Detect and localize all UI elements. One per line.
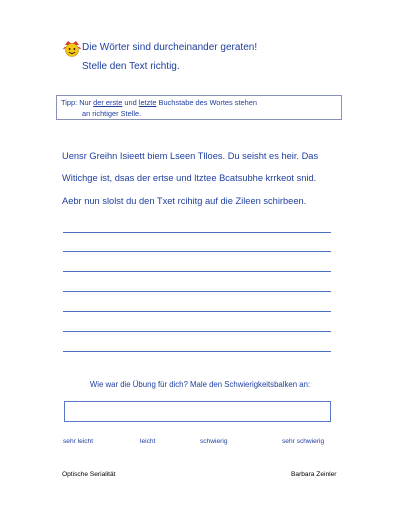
writing-line[interactable] bbox=[63, 351, 331, 352]
tip-prefix: Tipp: Nur bbox=[61, 98, 94, 107]
scrambled-sentence-2: Witichge ist, dsas der ertse und ltztee Bcatsubhe krrkeot snid. bbox=[62, 173, 317, 183]
tip-box bbox=[56, 95, 342, 120]
worksheet-instruction: Stelle den Text richtig. bbox=[82, 61, 180, 72]
smiley-mascot-icon bbox=[63, 40, 81, 58]
tip-line-1 bbox=[61, 97, 257, 108]
difficulty-label-hard: schwierig bbox=[200, 438, 228, 445]
scrambled-sentence-1: Uensr Greihn Isieett biem Lseen Tlloes. Du seisht es heir. Das bbox=[62, 151, 319, 161]
tip-rest: Buchstabe des Wortes stehen bbox=[156, 98, 257, 107]
difficulty-question: Wie war die Übung für dich? Male den Schwierigkeitsbalken an: bbox=[89, 380, 311, 389]
footer-topic: Optische Serialität bbox=[62, 471, 116, 478]
tip-first-word: der erste bbox=[93, 98, 123, 107]
tip-connector: und bbox=[122, 98, 139, 107]
difficulty-bar[interactable] bbox=[64, 401, 331, 422]
difficulty-label-easy: leicht bbox=[140, 438, 156, 445]
writing-line[interactable] bbox=[63, 331, 331, 332]
scrambled-sentence-3: Aebr nun slolst du den Txet rcihitg auf die Zileen schirbeen. bbox=[62, 196, 307, 206]
writing-line[interactable] bbox=[63, 271, 331, 272]
footer-author: Barbara Zeinler bbox=[291, 471, 337, 478]
tip-line-2: an richtiger Stelle. bbox=[82, 109, 142, 118]
writing-line[interactable] bbox=[63, 291, 331, 292]
difficulty-label-very-easy: sehr leicht bbox=[63, 438, 94, 445]
difficulty-label-very-hard: sehr schwierig bbox=[282, 438, 325, 445]
worksheet-title: Die Wörter sind durcheinander geraten! bbox=[82, 42, 258, 53]
tip-last-word: letzte bbox=[138, 98, 157, 107]
writing-line[interactable] bbox=[63, 251, 331, 252]
writing-line[interactable] bbox=[63, 232, 331, 233]
writing-line[interactable] bbox=[63, 311, 331, 312]
